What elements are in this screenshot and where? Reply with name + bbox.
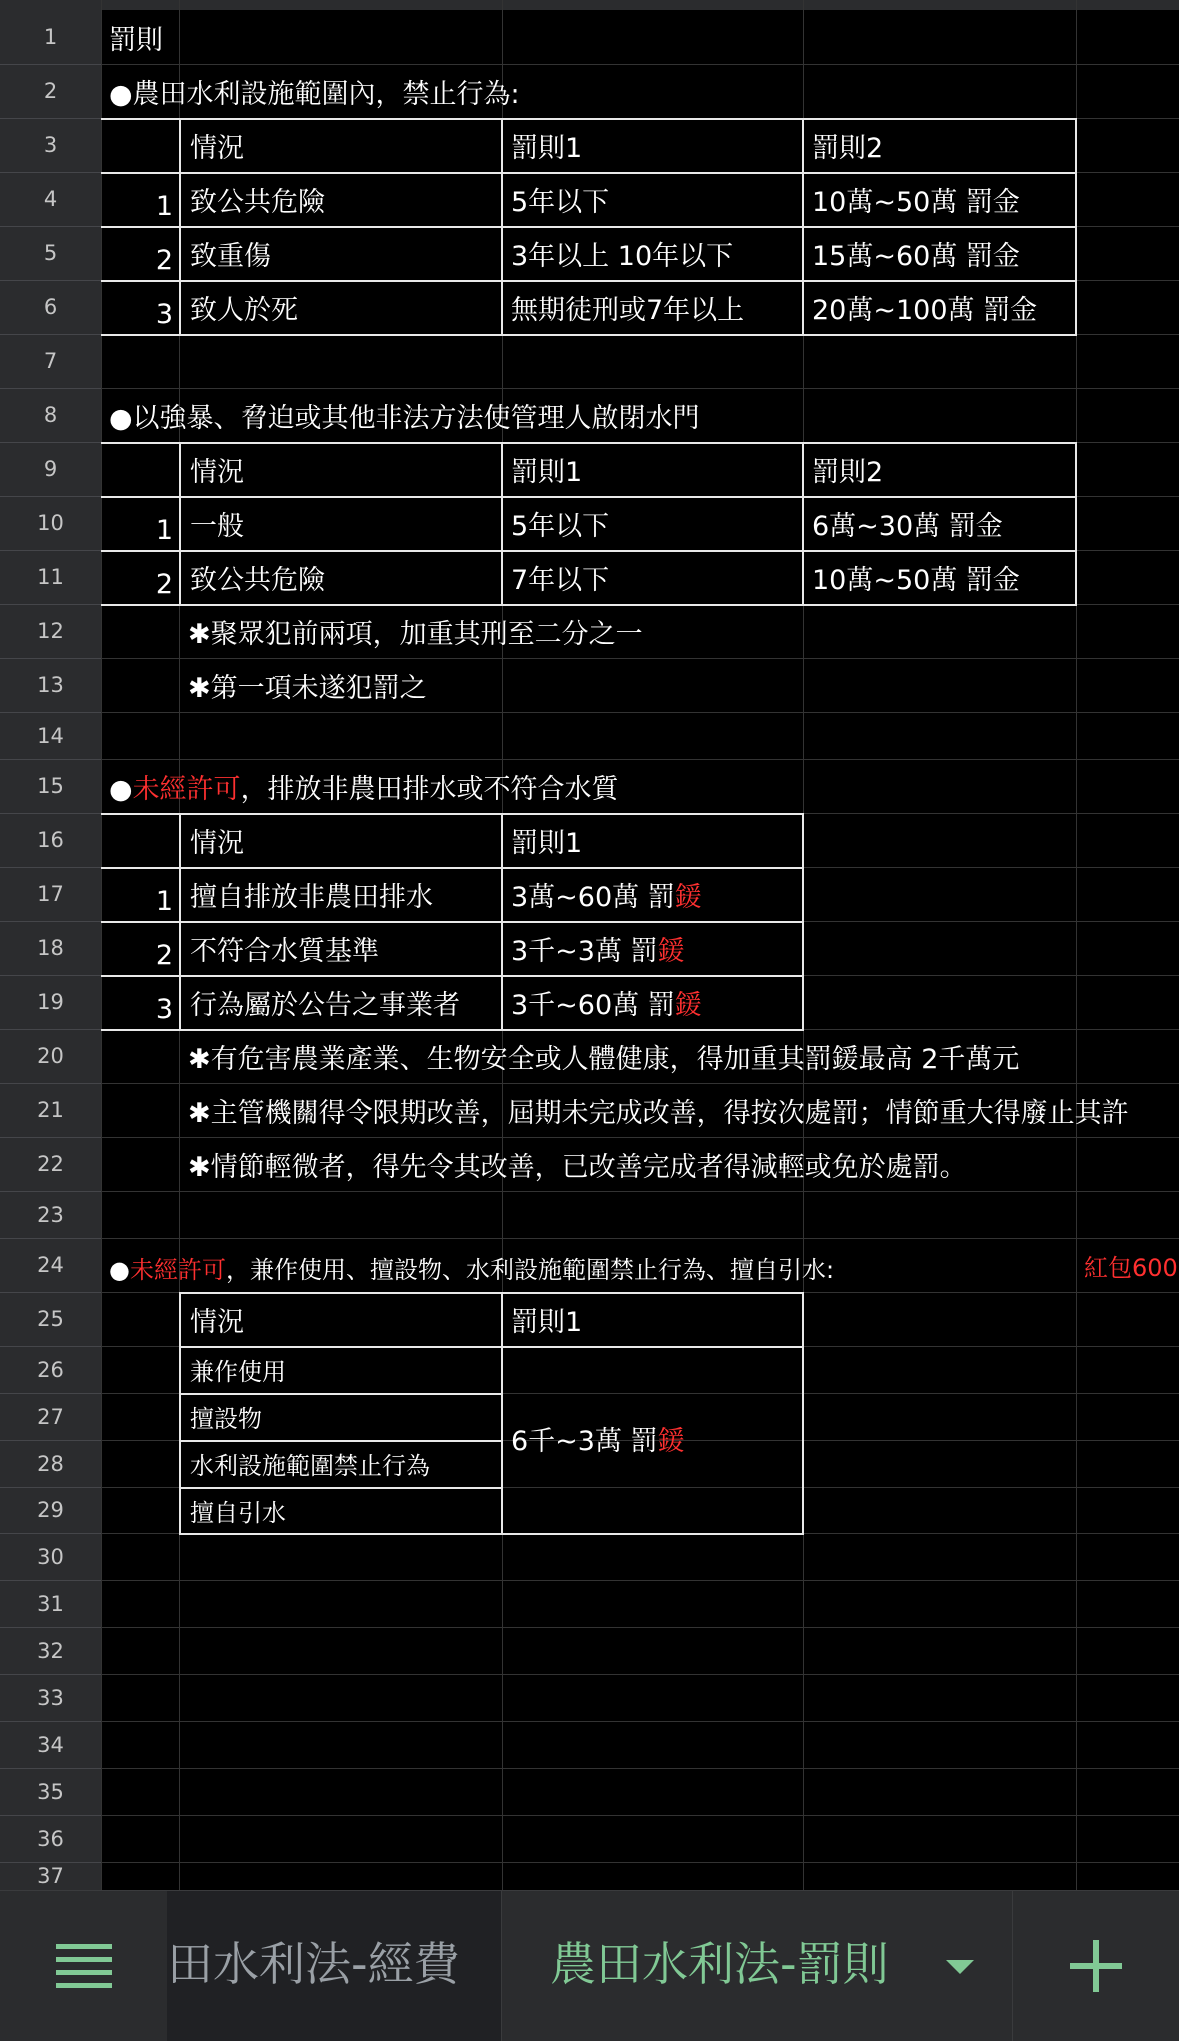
- table-border: [101, 1029, 804, 1031]
- grid-line: [0, 1083, 1179, 1084]
- s2-row-num[interactable]: 1: [155, 515, 173, 546]
- s2-row-penalty2[interactable]: 10萬~50萬 罰金: [812, 565, 1020, 596]
- row-header-divider: [0, 172, 101, 173]
- penalty-text: 6千~3萬 罰: [511, 1426, 658, 1457]
- row-number[interactable]: 6: [43, 295, 58, 319]
- table-border: [501, 118, 503, 336]
- s4-case[interactable]: 擅自引水: [190, 1499, 286, 1527]
- table-border: [1075, 442, 1077, 606]
- s1-row-penalty2[interactable]: 15萬~60萬 罰金: [812, 241, 1020, 272]
- s1-row-case[interactable]: 致公共危險: [190, 187, 325, 218]
- table-border: [179, 118, 181, 336]
- column-header-strip: [0, 0, 1179, 10]
- row-header-divider: [0, 712, 101, 713]
- grid-line: [0, 1487, 1179, 1488]
- row-number[interactable]: 26: [37, 1358, 64, 1382]
- grid-line: [0, 1191, 1179, 1192]
- row-number[interactable]: 14: [37, 724, 64, 748]
- s2-note[interactable]: ✱聚眾犯前兩項，加重其刑至二分之一: [188, 619, 643, 650]
- penalty-red-char: 鍰: [674, 882, 702, 913]
- grid-line: [0, 1862, 1179, 1863]
- row-header-divider: [0, 1393, 101, 1394]
- row-header-divider: [0, 658, 101, 659]
- s3-row-penalty1[interactable]: [511, 884, 702, 911]
- grid-line: [0, 1580, 1179, 1581]
- plus-icon: [1070, 1940, 1122, 1992]
- row-header-divider: [0, 1083, 101, 1084]
- s3-row-case[interactable]: 擅自排放非農田排水: [190, 882, 433, 913]
- s1-header-penalty2[interactable]: 罰則2: [812, 133, 884, 164]
- row-number[interactable]: 33: [37, 1686, 64, 1710]
- s2-note[interactable]: ✱第一項未遂犯罰之: [188, 673, 427, 704]
- grid-line: [0, 64, 1179, 65]
- row-number[interactable]: 21: [37, 1098, 64, 1122]
- row-number[interactable]: 9: [43, 457, 58, 481]
- s3-row-penalty1[interactable]: [511, 992, 702, 1019]
- row-header-divider: [0, 496, 101, 497]
- row-header-divider: [0, 1768, 101, 1769]
- sheet-tab-label: 田水利法-經費: [167, 1937, 460, 1991]
- table-border: [802, 1292, 804, 1535]
- row-number[interactable]: 36: [37, 1827, 64, 1851]
- penalty-text: 3千~3萬 罰: [511, 936, 658, 967]
- row-number[interactable]: 31: [37, 1592, 64, 1616]
- sheet-tab-bar: [0, 1890, 1179, 2041]
- penalty-red-char: 鍰: [674, 990, 702, 1021]
- penalty-text: 3千~60萬 罰: [511, 990, 675, 1021]
- grid-line: [0, 1238, 1179, 1239]
- table-border: [179, 813, 181, 1031]
- s3-row-case[interactable]: 不符合水質基準: [190, 936, 379, 967]
- table-border: [179, 1292, 181, 1535]
- row-number[interactable]: 13: [37, 673, 64, 697]
- table-border: [501, 442, 503, 606]
- s3-note[interactable]: ✱有危害農業產業、生物安全或人體健康，得加重其罰鍰最高 2千萬元: [188, 1044, 1020, 1075]
- row-number[interactable]: 19: [37, 990, 64, 1014]
- table-border: [101, 280, 1077, 282]
- row-header-divider: [0, 1815, 101, 1816]
- row-number[interactable]: 24: [37, 1253, 64, 1277]
- s3-header-case[interactable]: 情況: [190, 828, 244, 859]
- row-header-divider: [0, 1238, 101, 1239]
- table-border: [179, 1487, 503, 1489]
- s3-note[interactable]: ✱主管機關得令限期改善，屆期未完成改善，得按次處罰；情節重大得廢止其許: [188, 1098, 1129, 1129]
- s1-row-penalty1[interactable]: 3年以上 10年以下: [511, 241, 734, 272]
- table-border: [802, 813, 804, 1031]
- side-note[interactable]: 紅包600: [1084, 1254, 1178, 1282]
- s3-row-num[interactable]: 2: [155, 940, 173, 971]
- s1-row-penalty1[interactable]: 無期徒刑或7年以上: [511, 295, 745, 326]
- row-number[interactable]: 28: [37, 1452, 64, 1476]
- heading-text: ，排放非農田排水或不符合水質: [240, 774, 619, 805]
- table-border: [101, 550, 1077, 552]
- row-number[interactable]: 22: [37, 1152, 64, 1176]
- s2-row-penalty1[interactable]: 5年以下: [511, 511, 610, 542]
- section3-heading[interactable]: [109, 776, 619, 803]
- row-number[interactable]: 37: [37, 1864, 64, 1888]
- s3-row-num[interactable]: 1: [155, 886, 173, 917]
- s4-case[interactable]: 擅設物: [190, 1405, 262, 1433]
- table-border: [501, 813, 503, 1031]
- row-header-divider: [0, 280, 101, 281]
- row-number[interactable]: 34: [37, 1733, 64, 1757]
- s4-header-case[interactable]: 情況: [190, 1307, 244, 1338]
- row-number[interactable]: 2: [43, 79, 58, 103]
- table-border: [501, 1292, 503, 1535]
- table-border: [179, 1440, 503, 1442]
- s3-row-penalty1[interactable]: [511, 938, 685, 965]
- penalty-red-char: 鍰: [657, 936, 685, 967]
- table-border: [101, 921, 804, 923]
- grid-line: [0, 1768, 1179, 1769]
- table-border: [802, 442, 804, 606]
- row-number[interactable]: 5: [43, 241, 58, 265]
- bullet: ●: [109, 1256, 130, 1284]
- s1-row-penalty2[interactable]: 20萬~100萬 罰金: [812, 295, 1038, 326]
- sheet-title[interactable]: 罰則: [109, 25, 163, 56]
- add-sheet-button[interactable]: [1012, 1891, 1179, 2041]
- row-number[interactable]: 11: [37, 565, 64, 589]
- s2-row-case[interactable]: 一般: [190, 511, 244, 542]
- sheet-tab-penalties[interactable]: [501, 1891, 1013, 2041]
- section1-heading[interactable]: ●農田水利設施範圍內，禁止行為:: [109, 79, 520, 110]
- grid-line: [0, 388, 1179, 389]
- table-border: [179, 1346, 804, 1348]
- s1-row-penalty2[interactable]: 10萬~50萬 罰金: [812, 187, 1020, 218]
- row-number[interactable]: 23: [37, 1203, 64, 1227]
- s4-case[interactable]: 水利設施範圍禁止行為: [190, 1452, 430, 1480]
- heading-text: ，兼作使用、擅設物、水利設施範圍禁止行為、擅自引水:: [225, 1256, 835, 1284]
- row-number[interactable]: 10: [37, 511, 64, 535]
- s1-header-case[interactable]: 情況: [190, 133, 244, 164]
- row-header-divider: [0, 867, 101, 868]
- hamburger-menu-icon: [56, 1944, 112, 1988]
- grid-line: [0, 712, 1179, 713]
- row-number[interactable]: 1: [43, 25, 58, 49]
- table-border: [179, 1533, 804, 1535]
- row-number[interactable]: 32: [37, 1639, 64, 1663]
- row-header-divider: [0, 550, 101, 551]
- s1-row-num[interactable]: 2: [155, 245, 173, 276]
- row-number[interactable]: 7: [43, 349, 58, 373]
- row-header-divider: [0, 921, 101, 922]
- grid-line: [0, 1627, 1179, 1628]
- s1-row-num[interactable]: 1: [155, 191, 173, 222]
- grid-line: [0, 658, 1179, 659]
- table-border: [101, 813, 804, 815]
- s1-header-penalty1[interactable]: 罰則1: [511, 133, 583, 164]
- row-header-divider: [0, 1029, 101, 1030]
- row-header-divider: [0, 1440, 101, 1441]
- row-number[interactable]: 29: [37, 1498, 64, 1522]
- table-border: [101, 496, 1077, 498]
- row-header-divider: [0, 388, 101, 389]
- row-header-divider: [0, 118, 101, 119]
- s2-row-penalty1[interactable]: 7年以下: [511, 565, 610, 596]
- row-number[interactable]: 35: [37, 1780, 64, 1804]
- row-header-divider: [0, 975, 101, 976]
- row-number[interactable]: 27: [37, 1405, 64, 1429]
- row-header-divider: [0, 1487, 101, 1488]
- row-header-divider: [0, 226, 101, 227]
- row-header-divider: [0, 1580, 101, 1581]
- row-header-divider: [0, 759, 101, 760]
- row-number[interactable]: 15: [37, 774, 64, 798]
- table-border: [179, 1393, 503, 1395]
- s2-row-num[interactable]: 2: [155, 569, 173, 600]
- row-number[interactable]: 16: [37, 828, 64, 852]
- heading-red-text: 未經許可: [132, 774, 241, 805]
- s3-row-num[interactable]: 3: [155, 994, 173, 1025]
- s1-row-case[interactable]: 致人於死: [190, 295, 298, 326]
- row-number[interactable]: 18: [37, 936, 64, 960]
- row-header-divider: [0, 334, 101, 335]
- row-number[interactable]: 8: [43, 403, 58, 427]
- table-border: [101, 604, 1077, 606]
- s1-row-num[interactable]: 3: [155, 299, 173, 330]
- bullet: ●: [109, 774, 133, 805]
- row-number[interactable]: 17: [37, 882, 64, 906]
- table-border: [1075, 118, 1077, 336]
- s1-row-case[interactable]: 致重傷: [190, 241, 271, 272]
- s2-header-case[interactable]: 情況: [190, 457, 244, 488]
- heading-red-text: 未經許可: [129, 1256, 226, 1284]
- table-border: [101, 334, 1077, 336]
- row-number[interactable]: 30: [37, 1545, 64, 1569]
- row-number[interactable]: 4: [43, 187, 58, 211]
- s3-row-case[interactable]: 行為屬於公告之事業者: [190, 990, 460, 1021]
- row-header-divider: [0, 813, 101, 814]
- row-header-divider: [0, 1674, 101, 1675]
- s2-header-penalty1[interactable]: 罰則1: [511, 457, 583, 488]
- row-header-divider: [0, 442, 101, 443]
- row-header-divider: [0, 1627, 101, 1628]
- row-header-divider: [0, 1862, 101, 1863]
- table-border: [101, 867, 804, 869]
- section2-heading[interactable]: ●以強暴、脅迫或其他非法方法使管理人啟閉水門: [109, 403, 700, 434]
- row-number[interactable]: 3: [43, 133, 58, 157]
- row-header-divider: [0, 1346, 101, 1347]
- row-header-divider: [0, 64, 101, 65]
- s1-row-penalty1[interactable]: 5年以下: [511, 187, 610, 218]
- table-border: [179, 442, 181, 606]
- row-header-divider: [0, 1137, 101, 1138]
- grid-line: [0, 1393, 1179, 1394]
- s4-case[interactable]: 兼作使用: [190, 1358, 286, 1386]
- s2-row-penalty2[interactable]: 6萬~30萬 罰金: [812, 511, 1003, 542]
- sheet-tab-label: 農田水利法-罰則: [550, 1937, 889, 1991]
- table-border: [101, 226, 1077, 228]
- section4-heading[interactable]: [109, 1258, 834, 1282]
- table-border: [101, 118, 1077, 120]
- table-border: [179, 1292, 804, 1294]
- caret-down-icon[interactable]: [942, 1943, 978, 1989]
- grid-line: [0, 1815, 1179, 1816]
- s4-penalty-merged[interactable]: [511, 1428, 685, 1455]
- row-header-divider: [0, 604, 101, 605]
- s2-row-case[interactable]: 致公共危險: [190, 565, 325, 596]
- table-border: [101, 975, 804, 977]
- s2-header-penalty2[interactable]: 罰則2: [812, 457, 884, 488]
- row-number[interactable]: 12: [37, 619, 64, 643]
- row-number[interactable]: 25: [37, 1307, 64, 1331]
- s4-header-penalty1[interactable]: 罰則1: [511, 1307, 583, 1338]
- penalty-red-char: 鍰: [657, 1426, 685, 1457]
- sheets-menu-button[interactable]: [0, 1891, 167, 2041]
- grid-line: [0, 1674, 1179, 1675]
- row-number[interactable]: 20: [37, 1044, 64, 1068]
- grid-line: [0, 1721, 1179, 1722]
- table-border: [101, 172, 1077, 174]
- row-header-divider: [0, 1721, 101, 1722]
- row-header-divider: [0, 1191, 101, 1192]
- row-header-divider: [0, 1292, 101, 1293]
- penalty-text: 3萬~60萬 罰: [511, 882, 675, 913]
- table-border: [802, 118, 804, 336]
- s3-note[interactable]: ✱情節輕微者，得先令其改善，已改善完成者得減輕或免於處罰。: [188, 1152, 967, 1183]
- grid-line: [0, 759, 1179, 760]
- grid-line: [0, 1137, 1179, 1138]
- row-header-divider: [0, 1533, 101, 1534]
- table-border: [101, 442, 1077, 444]
- s3-header-penalty1[interactable]: 罰則1: [511, 828, 583, 859]
- sheet-tab-funding[interactable]: [167, 1891, 501, 2041]
